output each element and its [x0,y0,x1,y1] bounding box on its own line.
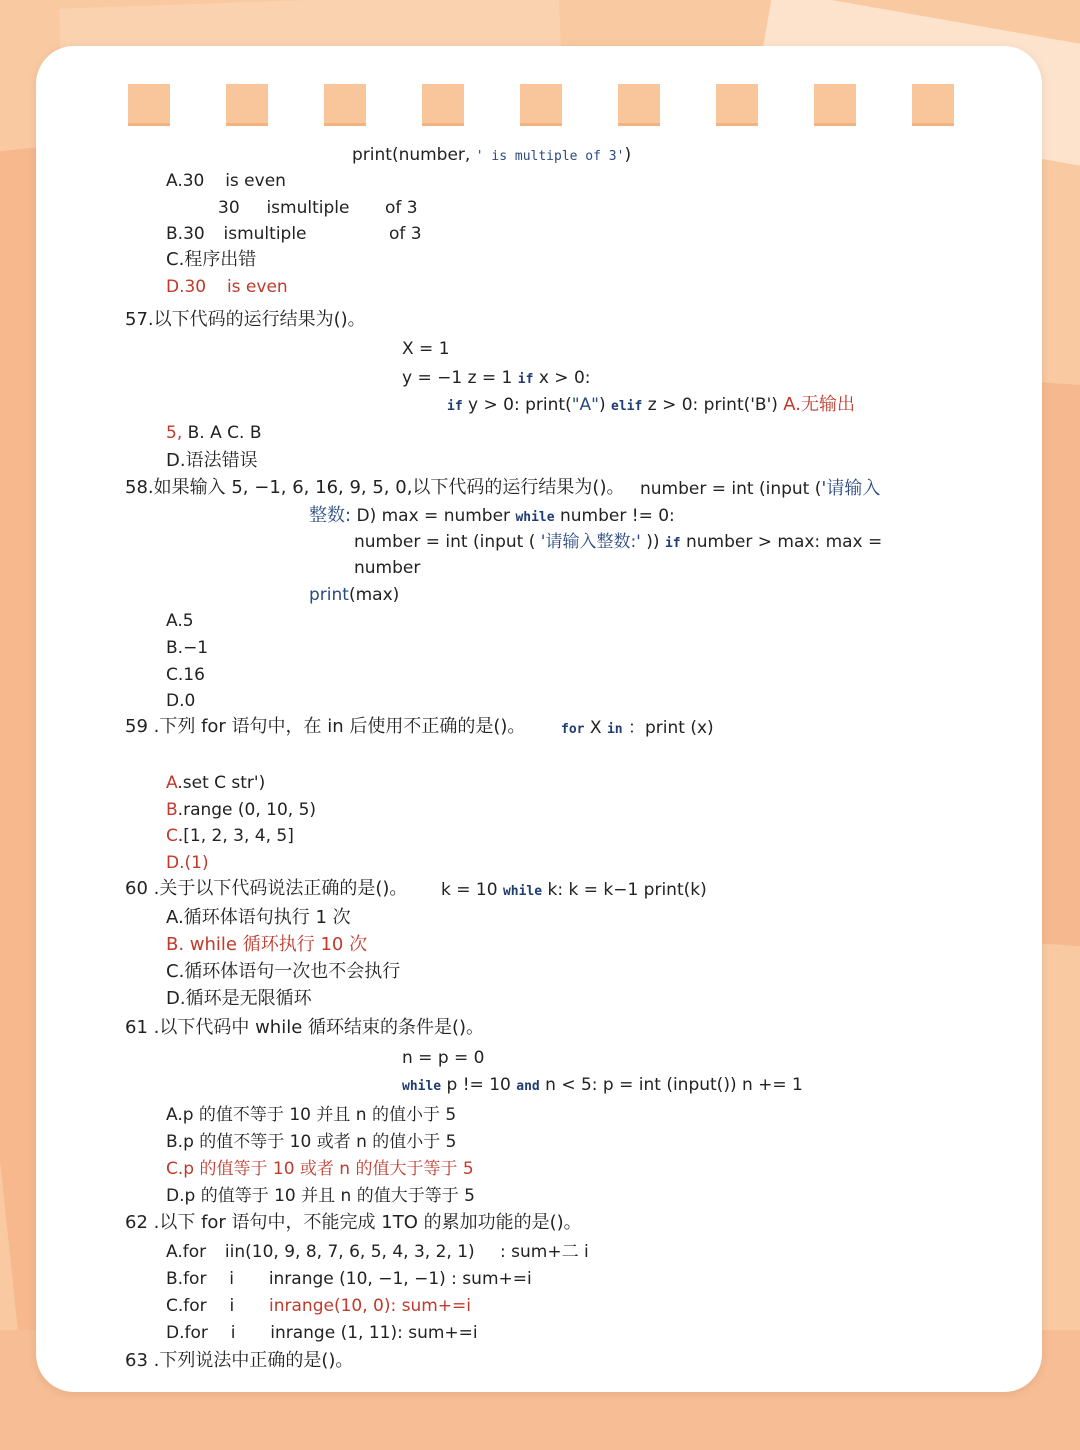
option-a: A.5 [166,611,194,631]
code-line [352,144,631,168]
code-line: n = p = 0 [402,1048,485,1068]
code-keyword: if [447,399,463,414]
code-line: X = 1 [402,339,450,359]
code-text: number != 0: [554,506,675,526]
code-text: z > 0: print('B') [642,395,784,415]
option-label: B.for [166,1269,207,1289]
question-59-title: 59 .下列 for 语句中，在 in 后使用不正确的是()。 [125,716,526,737]
option-a [166,170,286,192]
option-text: is even [225,171,286,191]
code-line [447,394,855,418]
code-line [309,584,399,606]
code-line [441,879,707,903]
option-letter: A [166,773,178,793]
code-keyword: in [606,722,623,737]
option-text: .set C str') [177,773,266,793]
option-label: B.30 [166,224,205,244]
option-text: ismultiple [223,224,307,244]
option-b: B.p 的值不等于 10 或者 n 的值小于 5 [166,1132,457,1152]
binding-hole [128,84,170,126]
option-c: C.程序出错 [166,249,257,270]
option-a-answer: A.无输出 [783,394,856,415]
option-d: D.循环是无限循环 [166,988,312,1009]
option-label: A.30 [166,171,205,191]
code-keyword: elif [611,399,643,414]
option-d: D.p 的值等于 10 并且 n 的值大于等于 5 [166,1186,475,1206]
code-line: number [354,558,421,578]
option-text: inrange(10, 0): sum+=i [269,1296,471,1316]
option-label: D.30 [166,277,207,297]
option-text: i [229,1296,235,1316]
code-line [354,531,882,555]
code-text: print(number, [352,145,476,165]
option-b: B.−1 [166,638,209,658]
code-text: (max) [348,585,400,605]
option-a [166,772,265,794]
option-a-tail: : sum+二 i [500,1242,589,1262]
option-text: .[1, 2, 3, 4, 5] [177,826,294,846]
code-string: "A" [571,395,599,415]
option-text: .range (0, 10, 5) [177,800,317,820]
code-text: n < 5: p = int (input()) n += 1 [539,1075,803,1095]
option-b [166,799,316,821]
code-string: '请输入整数:' [540,532,641,552]
binding-hole [520,84,562,126]
code-text: )) [640,532,665,552]
question-57-title: 57.以下代码的运行结果为()。 [125,309,366,330]
option-text: i [230,1323,236,1343]
code-text: k = 10 [441,880,503,900]
code-function: print [309,585,349,605]
option-label: D.for [166,1323,208,1343]
question-61-title: 61 .以下代码中 while 循环结束的条件是()。 [125,1017,485,1038]
option-label: A.for [166,1242,207,1262]
code-line [309,505,675,529]
code-text: D) max = number [351,506,516,526]
code-keyword: for [561,722,585,737]
code-text: k: k = k−1 print(k) [542,880,707,900]
option-text: inrange (10, −1, −1) : sum+=i [268,1269,532,1289]
binding-hole [422,84,464,126]
option-a [166,1241,475,1263]
code-text: ：print (x) [622,718,714,738]
option-label: C.for [166,1296,207,1316]
option-a-continued [218,197,349,219]
code-string: 整数: [309,505,352,526]
code-string: '请输入 [821,478,881,499]
code-line [402,367,591,391]
option-b [166,1268,532,1290]
option-text: i [229,1269,234,1289]
question-63-title: 63 .下列说法中正确的是()。 [125,1350,354,1371]
code-text: y = −1 z = 1 [402,368,518,388]
option-c-answer [166,1295,471,1317]
code-line [640,478,880,500]
option-letter: B [166,800,178,820]
option-text: 30 [218,198,240,218]
option-text: inrange (1, 11): sum+=i [270,1323,478,1343]
option-a: A.循环体语句执行 1 次 [166,907,351,928]
question-62-title: 62 .以下 for 语句中，不能完成 1TO 的累加功能的是()。 [125,1212,582,1233]
code-text: x > 0: [533,368,591,388]
code-keyword: while [515,510,555,525]
option-text: ismultiple [266,198,350,218]
binding-hole [618,84,660,126]
option-c: C.16 [166,665,205,685]
question-60-title: 60 .关于以下代码说法正确的是()。 [125,878,408,899]
binding-hole [716,84,758,126]
code-text: number = int (input ( [640,479,822,499]
code-keyword: while [402,1079,442,1094]
option-d: D.0 [166,691,196,711]
option-d [166,1322,478,1344]
option-d-answer: D.(1) [166,853,209,873]
option-text: is even [226,277,288,297]
option-c: C.循环体语句一次也不会执行 [166,961,401,982]
code-text: ) [598,395,612,415]
code-text: number = int (input ( [354,532,541,552]
option-letter: C [166,826,178,846]
code-text: number > max: max = [680,532,883,552]
code-keyword: if [517,372,534,387]
option-b-answer: B. while 循环执行 10 次 [166,934,368,955]
option-d-answer [166,276,288,298]
code-text: X [584,718,607,738]
option-a-tail: of 3 [385,198,418,218]
code-keyword: if [664,536,681,551]
binding-hole [324,84,366,126]
code-line [561,717,714,741]
binding-hole [912,84,954,126]
binding-hole [226,84,268,126]
code-string: ' is multiple of 3' [475,149,625,164]
answer-mark: 5, [166,423,183,443]
question-58-title: 58.如果输入 5, −1, 6, 16, 9, 5, 0,以下代码的运行结果为()。 [125,477,625,498]
option-text: B. A C. B [182,423,262,443]
code-keyword: and [516,1079,540,1094]
option-c [166,825,294,847]
option-c-answer: C.p 的值等于 10 或者 n 的值大于等于 5 [166,1159,474,1179]
option-b [166,223,307,245]
binding-hole [814,84,856,126]
code-text: y > 0: print( [462,395,572,415]
option-d: D.语法错误 [166,450,258,471]
code-text: p != 10 [441,1075,517,1095]
code-line [402,1074,803,1098]
code-keyword: while [502,884,543,899]
option-text: iin(10, 9, 8, 7, 6, 5, 4, 3, 2, 1) [224,1242,475,1262]
code-text: ) [624,145,632,165]
option-a: A.p 的值不等于 10 并且 n 的值小于 5 [166,1105,457,1125]
options-line [166,422,261,444]
option-b-tail: of 3 [389,224,422,244]
